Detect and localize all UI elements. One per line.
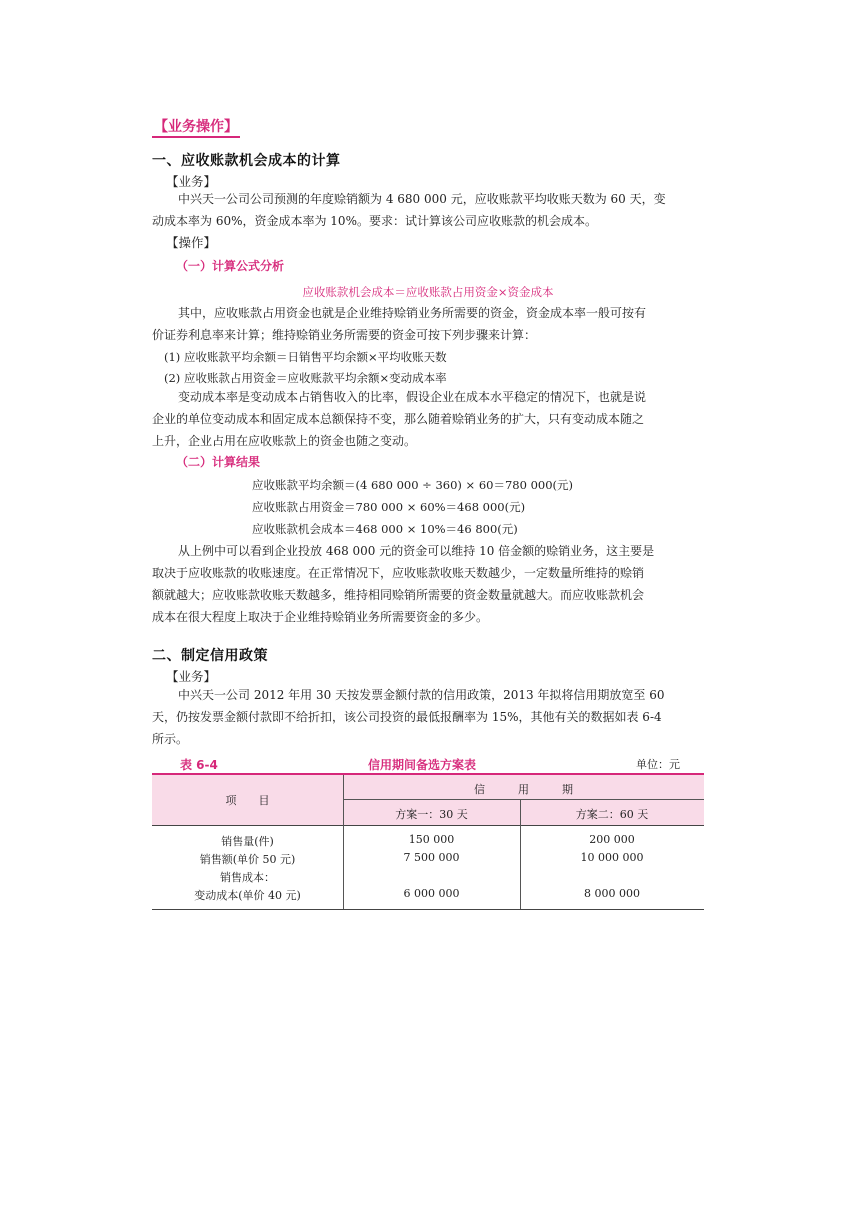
table-number: 表 6-4 xyxy=(180,758,218,772)
row-value-plan1: 6 000 000 xyxy=(403,887,460,900)
table-title: 信用期间备选方案表 xyxy=(368,758,477,772)
business-text-line2: 动成本率为 60%，资金成本率为 10%。要求：试计算该公司应收账款的机会成本。 xyxy=(152,214,597,228)
table-unit: 单位：元 xyxy=(636,758,680,771)
s2-text-line1: 中兴天一公司 2012 年用 30 天按发票金额付款的信用政策，2013 年拟将信用期放宽至 60 xyxy=(178,688,665,702)
row-value-plan2: 200 000 xyxy=(589,833,635,846)
conclusion-line1: 从上例中可以看到企业投放 468 000 元的资金可以维持 10 倍金额的赊销业务，这主要是 xyxy=(178,544,655,558)
row-value-plan2: 10 000 000 xyxy=(580,851,644,864)
calc-occupied-funds: 应收账款占用资金＝780 000 × 60%＝468 000(元) xyxy=(252,500,526,514)
header-item: 项 目 xyxy=(225,794,270,807)
header-plan1: 方案一：30 天 xyxy=(395,808,468,821)
business-text-line1: 中兴天一公司公司预测的年度赊销额为 4 680 000 元，应收账款平均收账天数为 60 天，变 xyxy=(178,192,666,206)
section1-title: 一、应收账款机会成本的计算 xyxy=(152,153,341,169)
calc-opportunity-cost: 应收账款机会成本＝468 000 × 10%＝46 800(元) xyxy=(252,522,518,536)
conclusion-line3: 额就越大；应收账款收账天数越多，维持相同赊销所需要的资金数量就越大。而应收账款机会 xyxy=(152,588,645,602)
main-formula: 应收账款机会成本＝应收账款占用资金×资金成本 xyxy=(302,285,554,299)
s2-text-line2: 天，仍按发票金额付款即不给折扣，该公司投资的最低报酬率为 15%，其他有关的数据如表 6-4 xyxy=(152,710,662,724)
rate-line2: 企业的单位变动成本和固定成本总额保持不变，那么随着赊销业务的扩大，只有变动成本随之 xyxy=(152,412,645,426)
s2-text-line3: 所示。 xyxy=(152,732,189,746)
header-credit-period: 信 用 期 xyxy=(474,783,573,796)
section2-title: 二、制定信用政策 xyxy=(152,648,268,664)
row-label: 销售额(单价 50 元) xyxy=(199,853,296,866)
row-value-plan2: 8 000 000 xyxy=(584,887,640,900)
rate-line3: 上升，企业占用在应收账款上的资金也随之变动。 xyxy=(152,434,417,448)
operation-tag: 【操作】 xyxy=(166,235,217,250)
explain-line1: 其中，应收账款占用资金也就是企业维持赊销业务所需要的资金，资金成本率一般可按有 xyxy=(178,306,647,320)
step2-formula: (2) 应收账款占用资金＝应收账款平均余额×变动成本率 xyxy=(164,371,447,385)
business-tag: 【业务】 xyxy=(166,174,217,189)
calc-average-balance: 应收账款平均余额＝(4 680 000 ÷ 360) × 60＝780 000(元) xyxy=(252,478,574,492)
subheading-formula-analysis: （一）计算公式分析 xyxy=(176,259,285,273)
row-label: 销售成本： xyxy=(220,871,275,884)
row-label: 销售量(件) xyxy=(221,835,274,848)
step1-formula: (1) 应收账款平均余额＝日销售平均余额×平均收账天数 xyxy=(164,350,447,364)
conclusion-line2: 取决于应收账款的收账速度。在正常情况下，应收账款收账天数越少，一定数量所维持的赊销 xyxy=(152,566,645,580)
row-value-plan1: 150 000 xyxy=(408,833,455,846)
section-tag: 【业务操作】 xyxy=(152,116,240,138)
explain-line2: 价证券利息率来计算；维持赊销业务所需要的资金可按下列步骤来计算： xyxy=(152,328,537,342)
subheading-results: （二）计算结果 xyxy=(176,455,261,469)
conclusion-line4: 成本在很大程度上取决于企业维持赊销业务所需要资金的多少。 xyxy=(152,610,489,624)
table-header-rule xyxy=(343,799,704,800)
header-plan2: 方案二：60 天 xyxy=(575,808,649,821)
credit-period-table xyxy=(152,773,704,910)
rate-line1: 变动成本率是变动成本占销售收入的比率，假设企业在成本水平稳定的情况下，也就是说 xyxy=(178,390,647,404)
row-value-plan1: 7 500 000 xyxy=(403,851,460,864)
business-tag-2: 【业务】 xyxy=(166,669,217,684)
row-label: 变动成本(单价 40 元) xyxy=(194,889,301,902)
